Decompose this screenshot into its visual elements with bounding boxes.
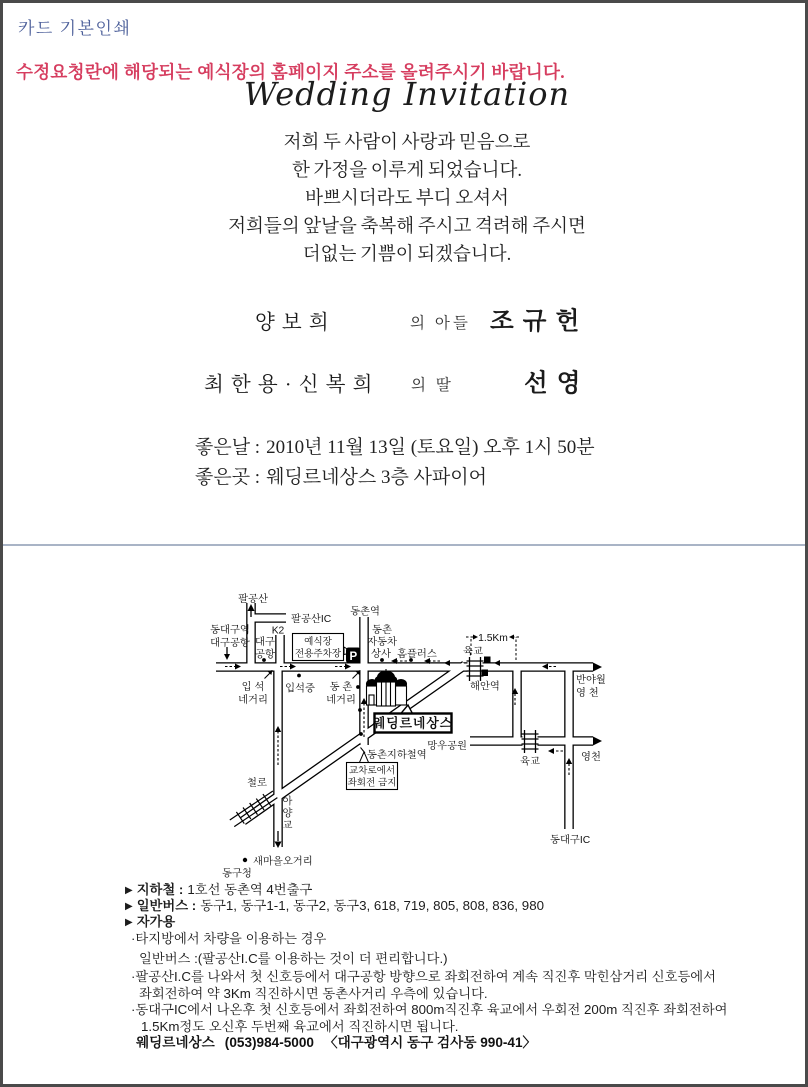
map-label-ayang-bridge-1: 아	[282, 796, 293, 808]
subway-value: 1호선 동촌역 4번출구	[187, 882, 313, 897]
event-venue-row	[195, 462, 487, 489]
map-label-parking-2: 전용주차장	[294, 648, 342, 660]
map-label-daegu-airport-1: 대구	[255, 637, 275, 648]
map-label-dongchon-crossing-1: 동 촌	[329, 682, 353, 693]
map-labels	[210, 592, 606, 880]
map-label-k2: K2	[271, 625, 285, 637]
map-label-yukgyo-2: 육교	[520, 756, 540, 768]
map-label-ipseok-2: 네거리	[238, 695, 268, 706]
triangle-bullet-icon: ▶	[125, 917, 133, 928]
venue-name: 웨딩르네상스	[136, 1035, 215, 1050]
map-label-palgongsan-ic: 팔공산IC	[291, 614, 332, 625]
invitation-message-line: 더없는 기쁨이 되겠습니다.	[302, 245, 512, 265]
venue-contact	[136, 1031, 546, 1051]
subway-station-pointer	[361, 748, 366, 754]
map-label-homeplus: 홈플러스	[397, 649, 437, 660]
triangle-bullet-icon: ▶	[125, 901, 133, 912]
map-label-ipseok-1: 입 석	[241, 682, 265, 693]
car-direction-line: ·팔공산I.C를 나와서 첫 신호등에서 대구공항 방향으로 좌회전하여 계속 직진후 막힌삼거리 신호등에서	[131, 969, 716, 984]
venue-phone: (053)984-5000	[224, 1035, 314, 1050]
map-label-dongchon-crossing-2: 네거리	[326, 695, 356, 706]
map-label-dongchon-sangsa-3: 상사	[371, 649, 391, 660]
map-label-venue: 웨딩르네상스	[372, 715, 454, 731]
railroad-icon	[228, 788, 279, 829]
wedding-invitation-script-title: Wedding Invitation	[243, 75, 571, 113]
map-label-yukgyo-1: 육교	[463, 646, 483, 658]
event-venue-label: 좋은곳 :	[195, 467, 261, 488]
invitation-message-line: 한 가정을 이루게 되었습니다.	[292, 161, 522, 181]
edit-request-notice: 수정요청란에 해당되는 예식장의 홈페이지 주소를 올려주시기 바랍니다.	[16, 62, 565, 82]
location-map	[198, 591, 613, 883]
map-label-ipseokjung: 입석중	[285, 683, 315, 695]
overpass-icon	[467, 657, 484, 681]
map-label-mangu-park: 망우공원	[427, 741, 467, 752]
venue-building-icon	[367, 669, 407, 706]
map-label-no-left-turn-2: 좌회전 금지	[347, 777, 397, 789]
map-label-palgongsan: 팔공산	[238, 594, 268, 605]
map-label-railroad: 철로	[247, 778, 267, 789]
invitation-message-line: 바쁘시더라도 부디 오셔서	[305, 189, 509, 209]
bride-parents-names: 최 한 용 · 신 복 희	[204, 374, 374, 396]
car-direction-line: 일반버스 :(팔공산I.C를 이용하는 것이 더 편리합니다.)	[139, 951, 448, 966]
map-label-donggucheong: 동구청	[222, 868, 252, 880]
map-label-dongchon-sangsa-1: 동촌	[372, 625, 392, 636]
bus-value: 동구1, 동구1-1, 동구2, 동구3, 618, 719, 805, 808, 836, 980	[200, 898, 544, 913]
event-venue-value: 웨딩르네상스 3층 사파이어	[266, 467, 487, 488]
parking-icon-letter: P	[349, 650, 358, 663]
car-direction-line: ·타지방에서 차량을 이용하는 경우	[131, 931, 327, 946]
groom-name: 조 규 헌	[490, 308, 581, 335]
invitation-message-line: 저희 두 사람이 사랑과 믿음으로	[283, 133, 531, 153]
bride-relation: 의 딸	[411, 377, 454, 394]
map-label-ayang-bridge-2: 양	[282, 808, 293, 820]
map-label-haean-station: 해안역	[470, 681, 500, 693]
map-label-ayang-bridge-3: 교	[282, 820, 293, 832]
map-label-saemaeul: 새마을오거리	[253, 856, 313, 868]
event-date-row	[195, 432, 595, 459]
map-label-dongdaegu-ic: 동대구IC	[550, 835, 591, 846]
page-title: 카드 기본인쇄	[18, 19, 132, 38]
map-label-distance: 1.5Km	[478, 633, 508, 644]
invitation-message-line: 저희들의 앞날을 축복해 주시고 격려해 주시면	[228, 217, 586, 237]
map-label-daegu-airport-far: 대구공항	[210, 638, 250, 649]
bride-name: 선 영	[524, 370, 582, 397]
car-direction-line: 좌회전하여 약 3Km 직진하시면 동촌사거리 우측에 있습니다.	[139, 986, 488, 1001]
groom-parent-name: 양 보 희	[255, 312, 330, 334]
map-label-no-left-turn-1: 교차로에서	[348, 765, 396, 777]
map-label-banyawol: 반야월	[576, 675, 606, 686]
overpass2-icon	[522, 730, 539, 753]
map-label-dongchon-station: 동촌역	[350, 606, 380, 618]
event-date-label: 좋은날 :	[195, 437, 261, 458]
car-label: 자가용	[136, 914, 176, 929]
event-date-value: 2010년 11월 13일 (토요일) 오후 1시 50분	[266, 437, 595, 458]
map-label-daegu-airport-2: 공항	[255, 649, 275, 661]
map-label-yeongcheon: 영천	[581, 752, 601, 763]
car-direction-line: 1.5Km정도 오신후 두번째 육교에서 직진하시면 됩니다.	[141, 1019, 459, 1034]
section-divider	[3, 544, 808, 546]
venue-address: 〈대구광역시 동구 검사동 990-41〉	[323, 1035, 537, 1050]
map-label-parking-1: 예식장	[304, 636, 332, 648]
subway-label: 지하철 :	[136, 882, 184, 897]
map-label-yeongcheon-top: 영 천	[576, 688, 599, 699]
bus-directions-row	[125, 895, 544, 914]
bus-label: 일반버스 :	[136, 898, 197, 913]
triangle-bullet-icon: ▶	[125, 885, 133, 896]
car-direction-line: ·동대구IC에서 나온후 첫 신호등에서 좌회전하여 800m직진후 육교에서 우회전 200m 직진후 좌회전하여	[131, 1002, 728, 1017]
map-label-dongdaegu-station: 동대구역	[210, 625, 250, 636]
map-label-dongchon-sangsa-2: 자동차	[367, 637, 397, 648]
groom-relation: 의 아들	[410, 315, 471, 332]
map-label-subway-station: 동촌지하철역	[367, 750, 427, 761]
